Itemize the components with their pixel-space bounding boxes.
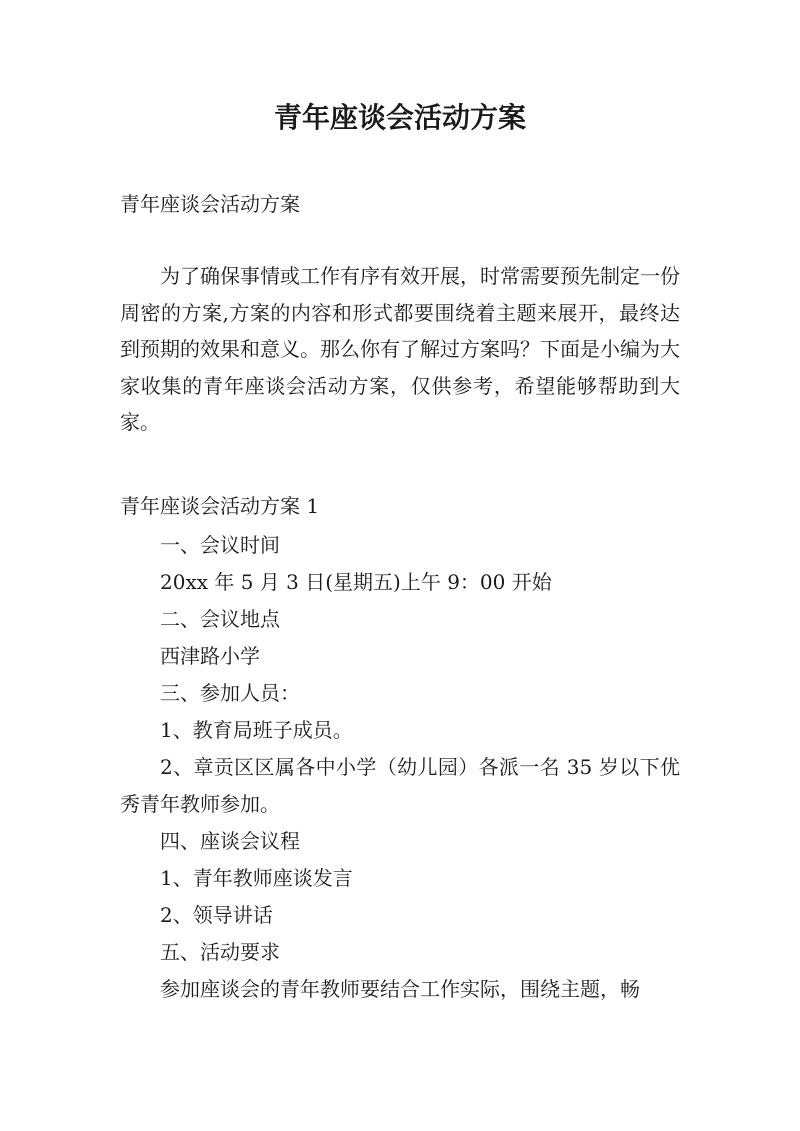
page-title: 青年座谈会活动方案	[273, 101, 526, 134]
body-line: 2、章贡区区属各中小学（幼儿园）各派一名 35 岁以下优秀青年教师参加。	[120, 755, 680, 816]
body-line: 二、会议地点	[160, 607, 280, 631]
plan-body	[120, 527, 680, 1008]
section-heading: 青年座谈会活动方案 1	[120, 494, 320, 518]
body-line: 1、青年教师座谈发言	[160, 866, 353, 890]
body-line: 参加座谈会的青年教师要结合工作实际，围绕主题，畅	[160, 977, 640, 1001]
body-line: 三、参加人员：	[160, 681, 300, 705]
body-line: 西津路小学	[160, 644, 260, 668]
intro-paragraph: 为了确保事情或工作有序有效开展，时常需要预先制定一份周密的方案,方案的内容和形式都要围绕着主题来展开，最终达到预期的效果和意义。那么你有了解过方案吗？下面是小编为大家收集的青年座谈会活动方案，仅供参考，希望能够帮助到大家。	[120, 264, 680, 435]
body-line: 四、座谈会议程	[160, 829, 300, 853]
body-line: 一、会议时间	[160, 533, 280, 557]
document-subtitle: 青年座谈会活动方案	[120, 192, 300, 216]
body-line: 五、活动要求	[160, 940, 280, 964]
body-line: 1、教育局班子成员。	[160, 718, 353, 742]
body-line: 2、领导讲话	[160, 903, 273, 927]
body-line: 20xx 年 5 月 3 日(星期五)上午 9：00 开始	[160, 570, 552, 594]
